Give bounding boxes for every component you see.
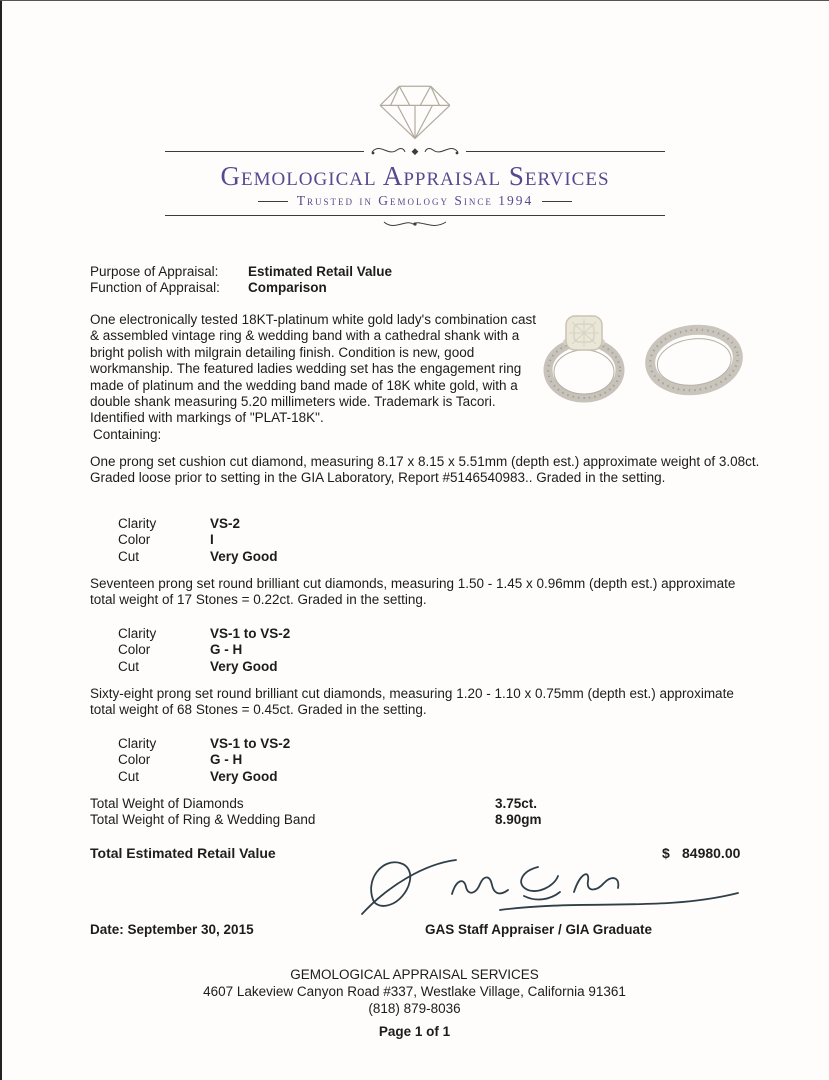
purpose-row [90,264,392,280]
cut-label: Cut [118,548,140,564]
color-row [118,752,290,768]
rings-photo [522,308,762,415]
total-band-weight-label: Total Weight of Ring & Wedding Band [90,812,316,828]
purpose-value: Estimated Retail Value [248,264,393,279]
footer-phone: (818) 879-8036 [368,1001,461,1016]
function-label: Function of Appraisal: [90,280,220,296]
clarity-row [118,516,278,532]
purpose-label: Purpose of Appraisal: [90,264,219,279]
cut-row [118,549,278,565]
appraiser-signature [358,850,746,930]
footer-address: 4607 Lakeview Canyon Road #337, Westlake Village, California 91361 [203,984,626,999]
cut-row [118,659,290,675]
cut-value: Very Good [210,768,278,784]
appraisal-date: Date: September 30, 2015 [90,922,254,937]
function-row [90,280,392,296]
brand-tagline: Trusted in Gemology Since 1994 [296,193,534,208]
clarity-value: VS-1 to VS-2 [210,626,291,641]
item-description-block [90,312,538,443]
clarity-row [118,736,290,752]
signoff-row [90,922,762,940]
clarity-label: Clarity [118,736,157,751]
color-value: G - H [210,752,243,768]
stone-1-description: One prong set cushion cut diamond, measuring 8.17 x 8.15 x 5.51mm (depth est.) approximate weight of 3.08ct. Graded loose prior to setting in the GIA Laboratory, Report #5146540983.. Graded in the setting. [90,454,760,486]
scroll-flourish-icon [370,144,406,158]
cut-value: Very Good [210,548,278,564]
tagline-row [165,193,665,209]
cut-label: Cut [118,768,140,784]
clarity-label: Clarity [118,626,157,641]
scan-edge-top [0,0,829,1]
stone-1-grades [118,516,278,565]
rule-line [165,215,665,216]
clarity-row [118,626,290,642]
scroll-flourish-icon [380,217,450,231]
stone-2-grades [118,626,290,675]
total-diamond-weight-row [90,796,762,812]
color-label: Color [118,642,151,658]
scan-edge-left [0,0,2,1080]
color-row [118,532,278,548]
stone-3-grades [118,736,290,785]
color-value: G - H [210,642,243,658]
containing-label: Containing: [93,426,162,442]
appraisal-header-fields [90,264,392,297]
rings-photo-image [522,308,762,410]
function-value: Comparison [248,280,327,296]
totals-block [90,796,762,829]
diamond-bullet-icon: ◆ [411,145,419,156]
brand-name: Gemological Appraisal Services [220,161,610,191]
document-footer [0,966,829,1040]
appraiser-title: GAS Staff Appraiser / GIA Graduate [425,922,653,937]
color-value: I [210,532,214,548]
clarity-label: Clarity [118,516,157,531]
rule-line [165,151,364,152]
stone-2-description: Seventeen prong set round brilliant cut diamonds, measuring 1.50 - 1.45 x 0.96mm (depth est.) approximate total weight of 17 Stones = 0.22ct. Graded in the setting. [90,576,736,608]
page-number: Page 1 of 1 [378,1024,451,1039]
logo-bottom-flourish [165,217,665,236]
cut-label: Cut [118,658,140,674]
color-row [118,642,290,658]
clarity-value: VS-2 [210,516,241,531]
total-band-weight-value: 8.90gm [495,812,542,828]
retail-value-amount: 84980.00 [682,845,741,861]
rule-line [542,201,572,202]
stone-3-description: Sixty-eight prong set round brilliant cut diamonds, measuring 1.20 - 1.10 x 0.75mm (depth est.) approximate total weight of 68 Stones = 0.45ct. Graded in the setting. [90,686,734,718]
cut-row [118,769,290,785]
footer-company: GEMOLOGICAL APPRAISAL SERVICES [290,967,539,982]
currency-symbol: $ [662,845,670,861]
scroll-flourish-icon [424,144,460,158]
diamond-outline-icon [371,74,459,142]
rule-line [258,201,288,202]
item-description: One electronically tested 18KT-platinum white gold lady's combination cast & assembled vintage ring & wedding band with a cathedral shank with a bright polish with milgrain detailing finish. Condition is new, good workmanship. The featured ladies wedding set has the engagement ring made of platinum and the wedding band made of 18K white gold, with a double shank measuring 5.20 millimeters wide. Trademark is Tacori. Identified with markings of "PLAT-18K". [90,312,537,426]
logo-header [165,74,665,236]
total-diamond-weight-value: 3.75ct. [495,796,538,811]
color-label: Color [118,532,151,548]
retail-value-label: Total Estimated Retail Value [90,845,276,861]
rule-line [466,151,665,152]
total-diamond-weight-label: Total Weight of Diamonds [90,796,244,811]
clarity-value: VS-1 to VS-2 [210,736,291,751]
total-band-weight-row [90,812,762,828]
logo-ornament-rule [165,144,665,158]
color-label: Color [118,752,151,768]
cut-value: Very Good [210,658,278,674]
